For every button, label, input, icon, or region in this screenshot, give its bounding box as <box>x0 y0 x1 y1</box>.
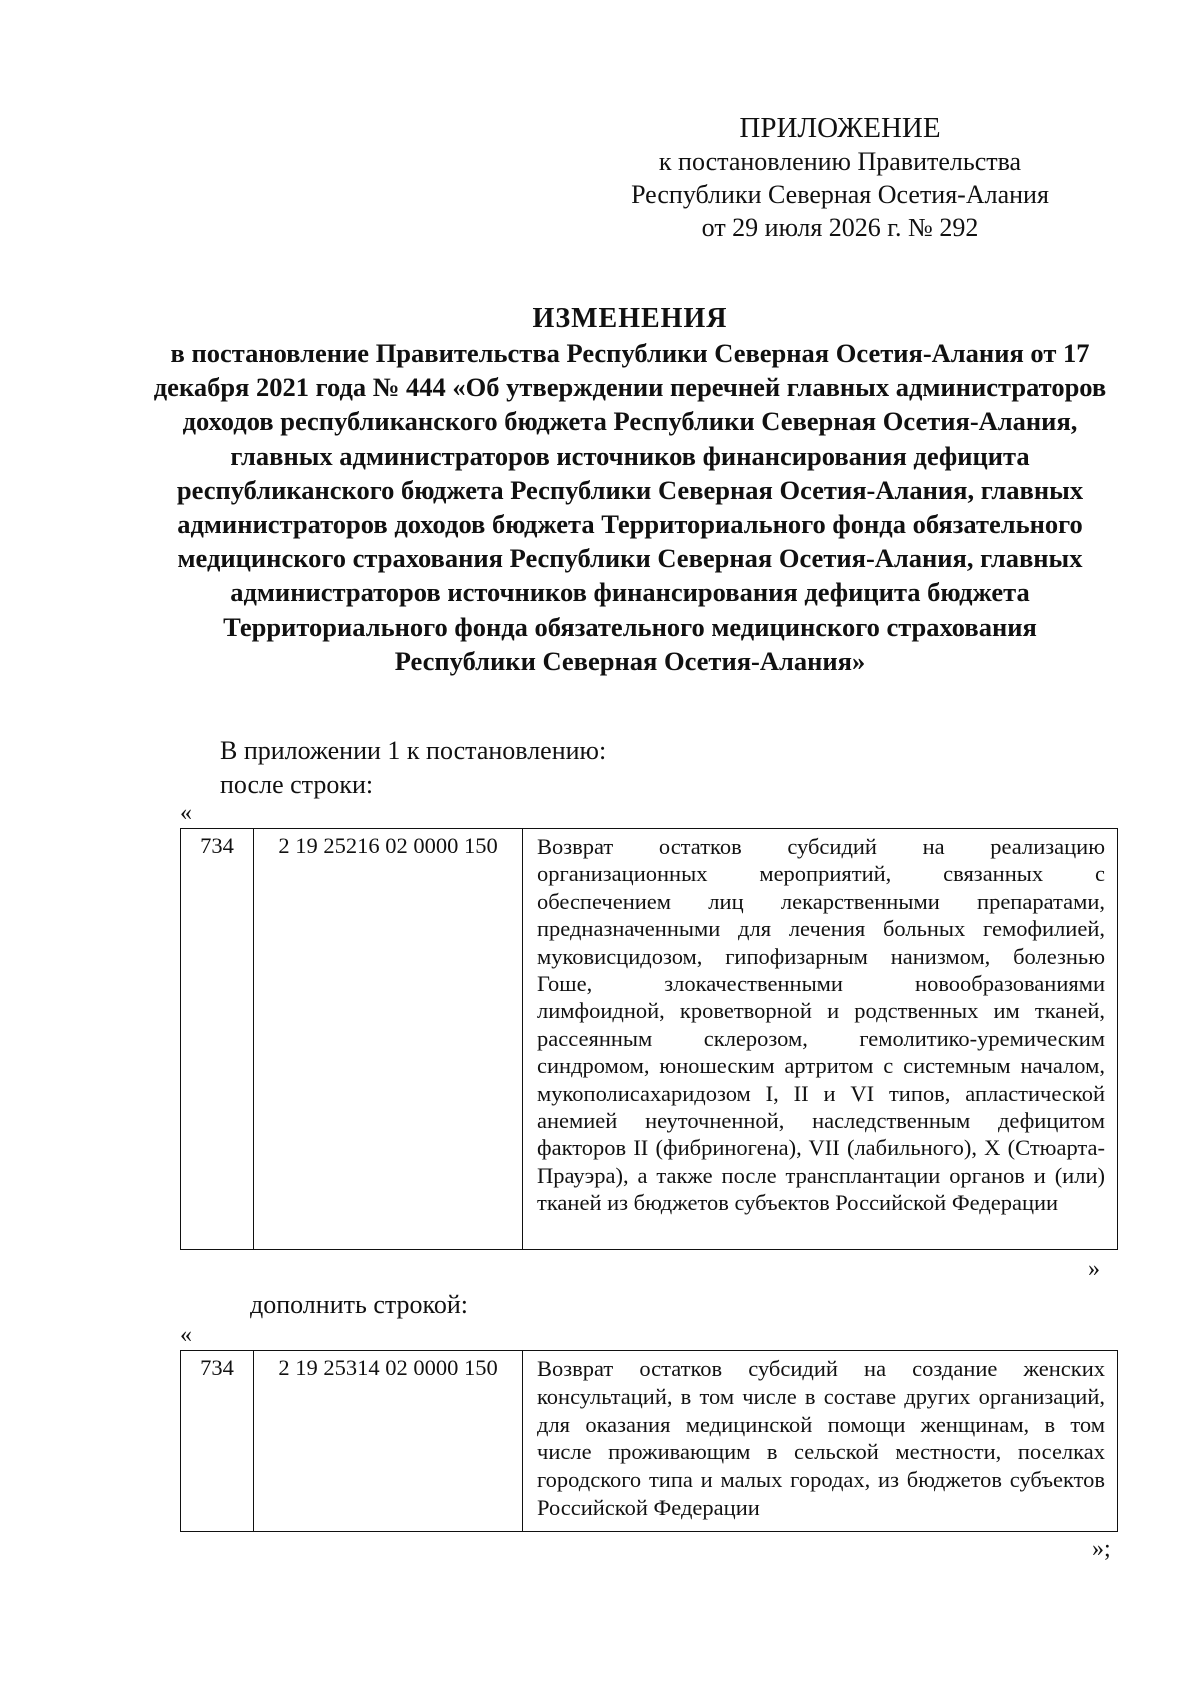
appendix-header <box>600 112 1080 244</box>
close-quote-semicolon: »; <box>1092 1536 1111 1562</box>
row-budget-code: 2 19 25314 02 0000 150 <box>254 1351 523 1532</box>
table-row <box>181 1351 1118 1532</box>
open-quote-2: « <box>180 1322 192 1348</box>
document-title: ИЗМЕНЕНИЯ <box>532 303 728 334</box>
add-row-text: дополнить строкой: <box>250 1290 468 1319</box>
appendix-line-3: от 29 июля 2026 г. № 292 <box>701 213 979 242</box>
intro-text: В приложении 1 к постановлению: <box>220 736 607 765</box>
row-admin-code: 734 <box>181 829 254 1250</box>
document-title-block <box>150 302 1110 678</box>
appendix-heading: ПРИЛОЖЕНИЕ <box>739 112 941 144</box>
row-description: Возврат остатков субсидий на реализацию организационных мероприятий, связанных с обеспечением лиц лекарственными препаратами, предназначенными для лечения больных гемофилией, муковисцидозом, гипофизарным нанизмом, болезнью Гоше, злокачественными новообразованиями лимфоидной, кроветворной и родственных им тканей, рассеянным склерозом, гемолитико-уремическим синдромом, юношеским артритом с системным началом, мукополисахаридозом I, II и VI типов, апластической анемией неуточненной, наследственным дефицитом факторов II (фибриногена), VII (лабильного), X (Стюарта-Прауэра), а также после трансплантации органов и (или) тканей из бюджетов субъектов Российской Федерации <box>523 829 1118 1250</box>
table-row-original <box>180 828 1118 1250</box>
document-subtitle: в постановление Правительства Республики Северная Осетия-Алания от 17 декабря 2021 года № 444 «Об утверждении перечней главных администраторов доходов республиканского бюджета Республики Северная Осетия-Алания, главных администраторов источников финансирования дефицита республиканского бюджета Республики Северная Осетия-Алания, главных администраторов доходов бюджета Территориального фонда обязательного медицинского страхования Республики Северная Осетия-Алания, главных администраторов источников финансирования дефицита бюджета Территориального фонда обязательного медицинского страхования Республики Северная Осетия-Алания» <box>153 338 1107 676</box>
row-budget-code: 2 19 25216 02 0000 150 <box>254 829 523 1250</box>
table-row-added <box>180 1350 1118 1532</box>
open-quote-1: « <box>180 800 192 826</box>
appendix-line-1: к постановлению Правительства <box>658 147 1022 176</box>
row-admin-code: 734 <box>181 1351 254 1532</box>
close-quote-1: » <box>1088 1256 1100 1282</box>
appendix-line-2: Республики Северная Осетия-Алания <box>631 180 1049 209</box>
row-description: Возврат остатков субсидий на создание женских консультаций, в том числе в составе других организаций, для оказания медицинской помощи женщинам, в том числе проживающим в сельской местности, поселках городского типа и малых городах, из бюджетов субъектов Российской Федерации <box>523 1351 1118 1532</box>
after-row-text: после строки: <box>220 770 374 799</box>
table-row <box>181 829 1118 1250</box>
